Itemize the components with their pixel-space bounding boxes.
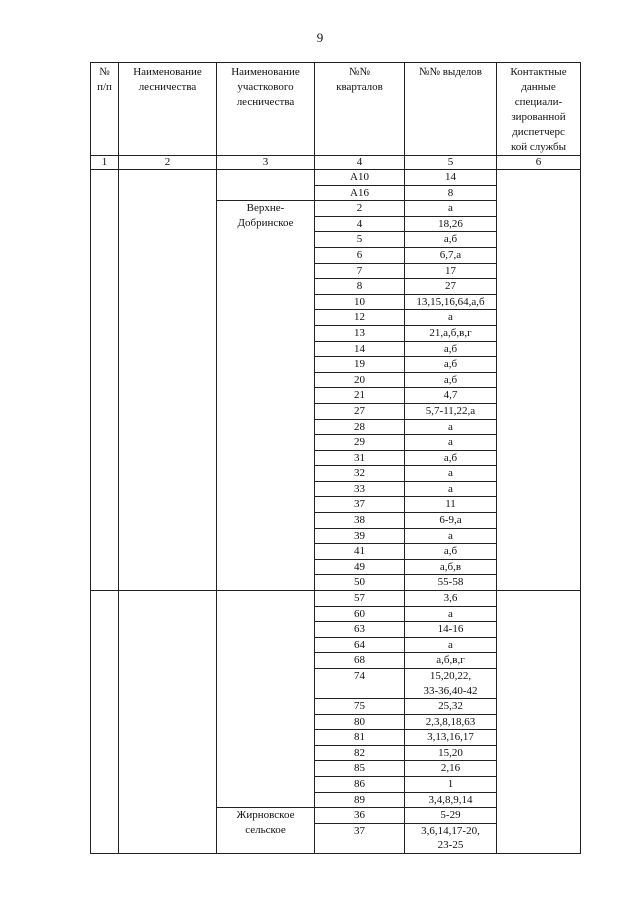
compartments-cell: 55-58 <box>405 575 497 591</box>
header-quarters: №№ кварталов <box>315 63 405 156</box>
number-cell <box>91 170 119 591</box>
district-name-verkhne-dobrinskoe: Верхне- Добринское <box>217 201 315 591</box>
quarter-cell: 29 <box>315 435 405 451</box>
district-name-zhirnovskoe: Жирновское сельское <box>217 808 315 854</box>
header-forestry: Наименование лесничества <box>119 63 217 156</box>
quarter-cell: А10 <box>315 170 405 186</box>
quarter-cell: 57 <box>315 591 405 607</box>
forest-quarters-table <box>90 62 581 854</box>
column-number: 1 <box>91 156 119 170</box>
quarter-cell: 14 <box>315 341 405 357</box>
quarter-cell: А16 <box>315 185 405 201</box>
quarter-cell: 20 <box>315 372 405 388</box>
quarter-cell: 63 <box>315 622 405 638</box>
quarter-cell: 86 <box>315 776 405 792</box>
compartments-cell: а,б <box>405 341 497 357</box>
column-number: 2 <box>119 156 217 170</box>
compartments-cell: 6,7,а <box>405 247 497 263</box>
compartments-cell: 3,4,8,9,14 <box>405 792 497 808</box>
compartments-cell: 2,16 <box>405 761 497 777</box>
quarter-cell: 37 <box>315 823 405 853</box>
compartments-cell: 3,6,14,17-20, 23-25 <box>405 823 497 853</box>
compartments-cell: а <box>405 419 497 435</box>
quarter-cell: 74 <box>315 669 405 699</box>
quarter-cell: 19 <box>315 357 405 373</box>
compartments-cell: а,б <box>405 544 497 560</box>
compartments-cell: 15,20 <box>405 745 497 761</box>
compartments-cell: 5,7-11,22,а <box>405 403 497 419</box>
quarter-cell: 75 <box>315 699 405 715</box>
quarter-cell: 39 <box>315 528 405 544</box>
compartments-cell: 4,7 <box>405 388 497 404</box>
compartments-cell: а,б <box>405 372 497 388</box>
compartments-cell: а,б,в,г <box>405 653 497 669</box>
district-cell <box>217 591 315 808</box>
quarter-cell: 10 <box>315 294 405 310</box>
compartments-cell: 14 <box>405 170 497 186</box>
compartments-cell: 3,6 <box>405 591 497 607</box>
quarter-cell: 6 <box>315 247 405 263</box>
forestry-cell <box>119 591 217 854</box>
page-number: 9 <box>316 30 324 45</box>
quarter-cell: 27 <box>315 403 405 419</box>
number-cell <box>91 591 119 854</box>
compartments-cell: 18,26 <box>405 216 497 232</box>
quarter-cell: 12 <box>315 310 405 326</box>
quarter-cell: 33 <box>315 481 405 497</box>
quarter-cell: 60 <box>315 606 405 622</box>
quarter-cell: 64 <box>315 637 405 653</box>
header-compartments: №№ выделов <box>405 63 497 156</box>
district-cell <box>217 170 315 201</box>
column-number: 3 <box>217 156 315 170</box>
compartments-cell: 15,20,22, 33-36,40-42 <box>405 669 497 699</box>
column-number: 4 <box>315 156 405 170</box>
quarter-cell: 5 <box>315 232 405 248</box>
quarter-cell: 85 <box>315 761 405 777</box>
compartments-cell: 1 <box>405 776 497 792</box>
compartments-cell: 3,13,16,17 <box>405 730 497 746</box>
compartments-cell: а <box>405 466 497 482</box>
quarter-cell: 82 <box>315 745 405 761</box>
quarter-cell: 49 <box>315 559 405 575</box>
quarter-cell: 8 <box>315 279 405 295</box>
quarter-cell: 89 <box>315 792 405 808</box>
quarter-cell: 81 <box>315 730 405 746</box>
column-number: 5 <box>405 156 497 170</box>
quarter-cell: 4 <box>315 216 405 232</box>
quarter-cell: 36 <box>315 808 405 824</box>
compartments-cell: а,б <box>405 232 497 248</box>
header-contacts: Контактные данные специали- зированной диспетчерс кой службы <box>497 63 581 156</box>
header-number: № п/п <box>91 63 119 156</box>
compartments-cell: 21,а,б,в,г <box>405 325 497 341</box>
compartments-cell: 17 <box>405 263 497 279</box>
compartments-cell: 5-29 <box>405 808 497 824</box>
compartments-cell: а <box>405 435 497 451</box>
contacts-cell <box>497 591 581 854</box>
compartments-cell: 11 <box>405 497 497 513</box>
quarter-cell: 68 <box>315 653 405 669</box>
quarter-cell: 38 <box>315 513 405 529</box>
table-row <box>91 591 581 607</box>
compartments-cell: а <box>405 481 497 497</box>
column-number-row <box>91 156 581 170</box>
table-row <box>91 170 581 186</box>
compartments-cell: 2,3,8,18,63 <box>405 714 497 730</box>
column-number: 6 <box>497 156 581 170</box>
quarter-cell: 80 <box>315 714 405 730</box>
compartments-cell: 27 <box>405 279 497 295</box>
quarter-cell: 31 <box>315 450 405 466</box>
quarter-cell: 41 <box>315 544 405 560</box>
header-district-forestry: Наименование участкового лесничества <box>217 63 315 156</box>
contacts-cell <box>497 170 581 591</box>
compartments-cell: а <box>405 201 497 217</box>
compartments-cell: а,б <box>405 450 497 466</box>
quarter-cell: 28 <box>315 419 405 435</box>
forestry-cell <box>119 170 217 591</box>
compartments-cell: а,б <box>405 357 497 373</box>
quarter-cell: 2 <box>315 201 405 217</box>
quarter-cell: 7 <box>315 263 405 279</box>
compartments-cell: 8 <box>405 185 497 201</box>
compartments-cell: а <box>405 606 497 622</box>
compartments-cell: а <box>405 310 497 326</box>
compartments-cell: 25,32 <box>405 699 497 715</box>
quarter-cell: 50 <box>315 575 405 591</box>
compartments-cell: 13,15,16,64,а,б <box>405 294 497 310</box>
compartments-cell: а,б,в <box>405 559 497 575</box>
quarter-cell: 37 <box>315 497 405 513</box>
compartments-cell: 14-16 <box>405 622 497 638</box>
compartments-cell: а <box>405 528 497 544</box>
compartments-cell: 6-9,а <box>405 513 497 529</box>
quarter-cell: 21 <box>315 388 405 404</box>
quarter-cell: 13 <box>315 325 405 341</box>
quarter-cell: 32 <box>315 466 405 482</box>
table-header-row <box>91 63 581 156</box>
compartments-cell: а <box>405 637 497 653</box>
